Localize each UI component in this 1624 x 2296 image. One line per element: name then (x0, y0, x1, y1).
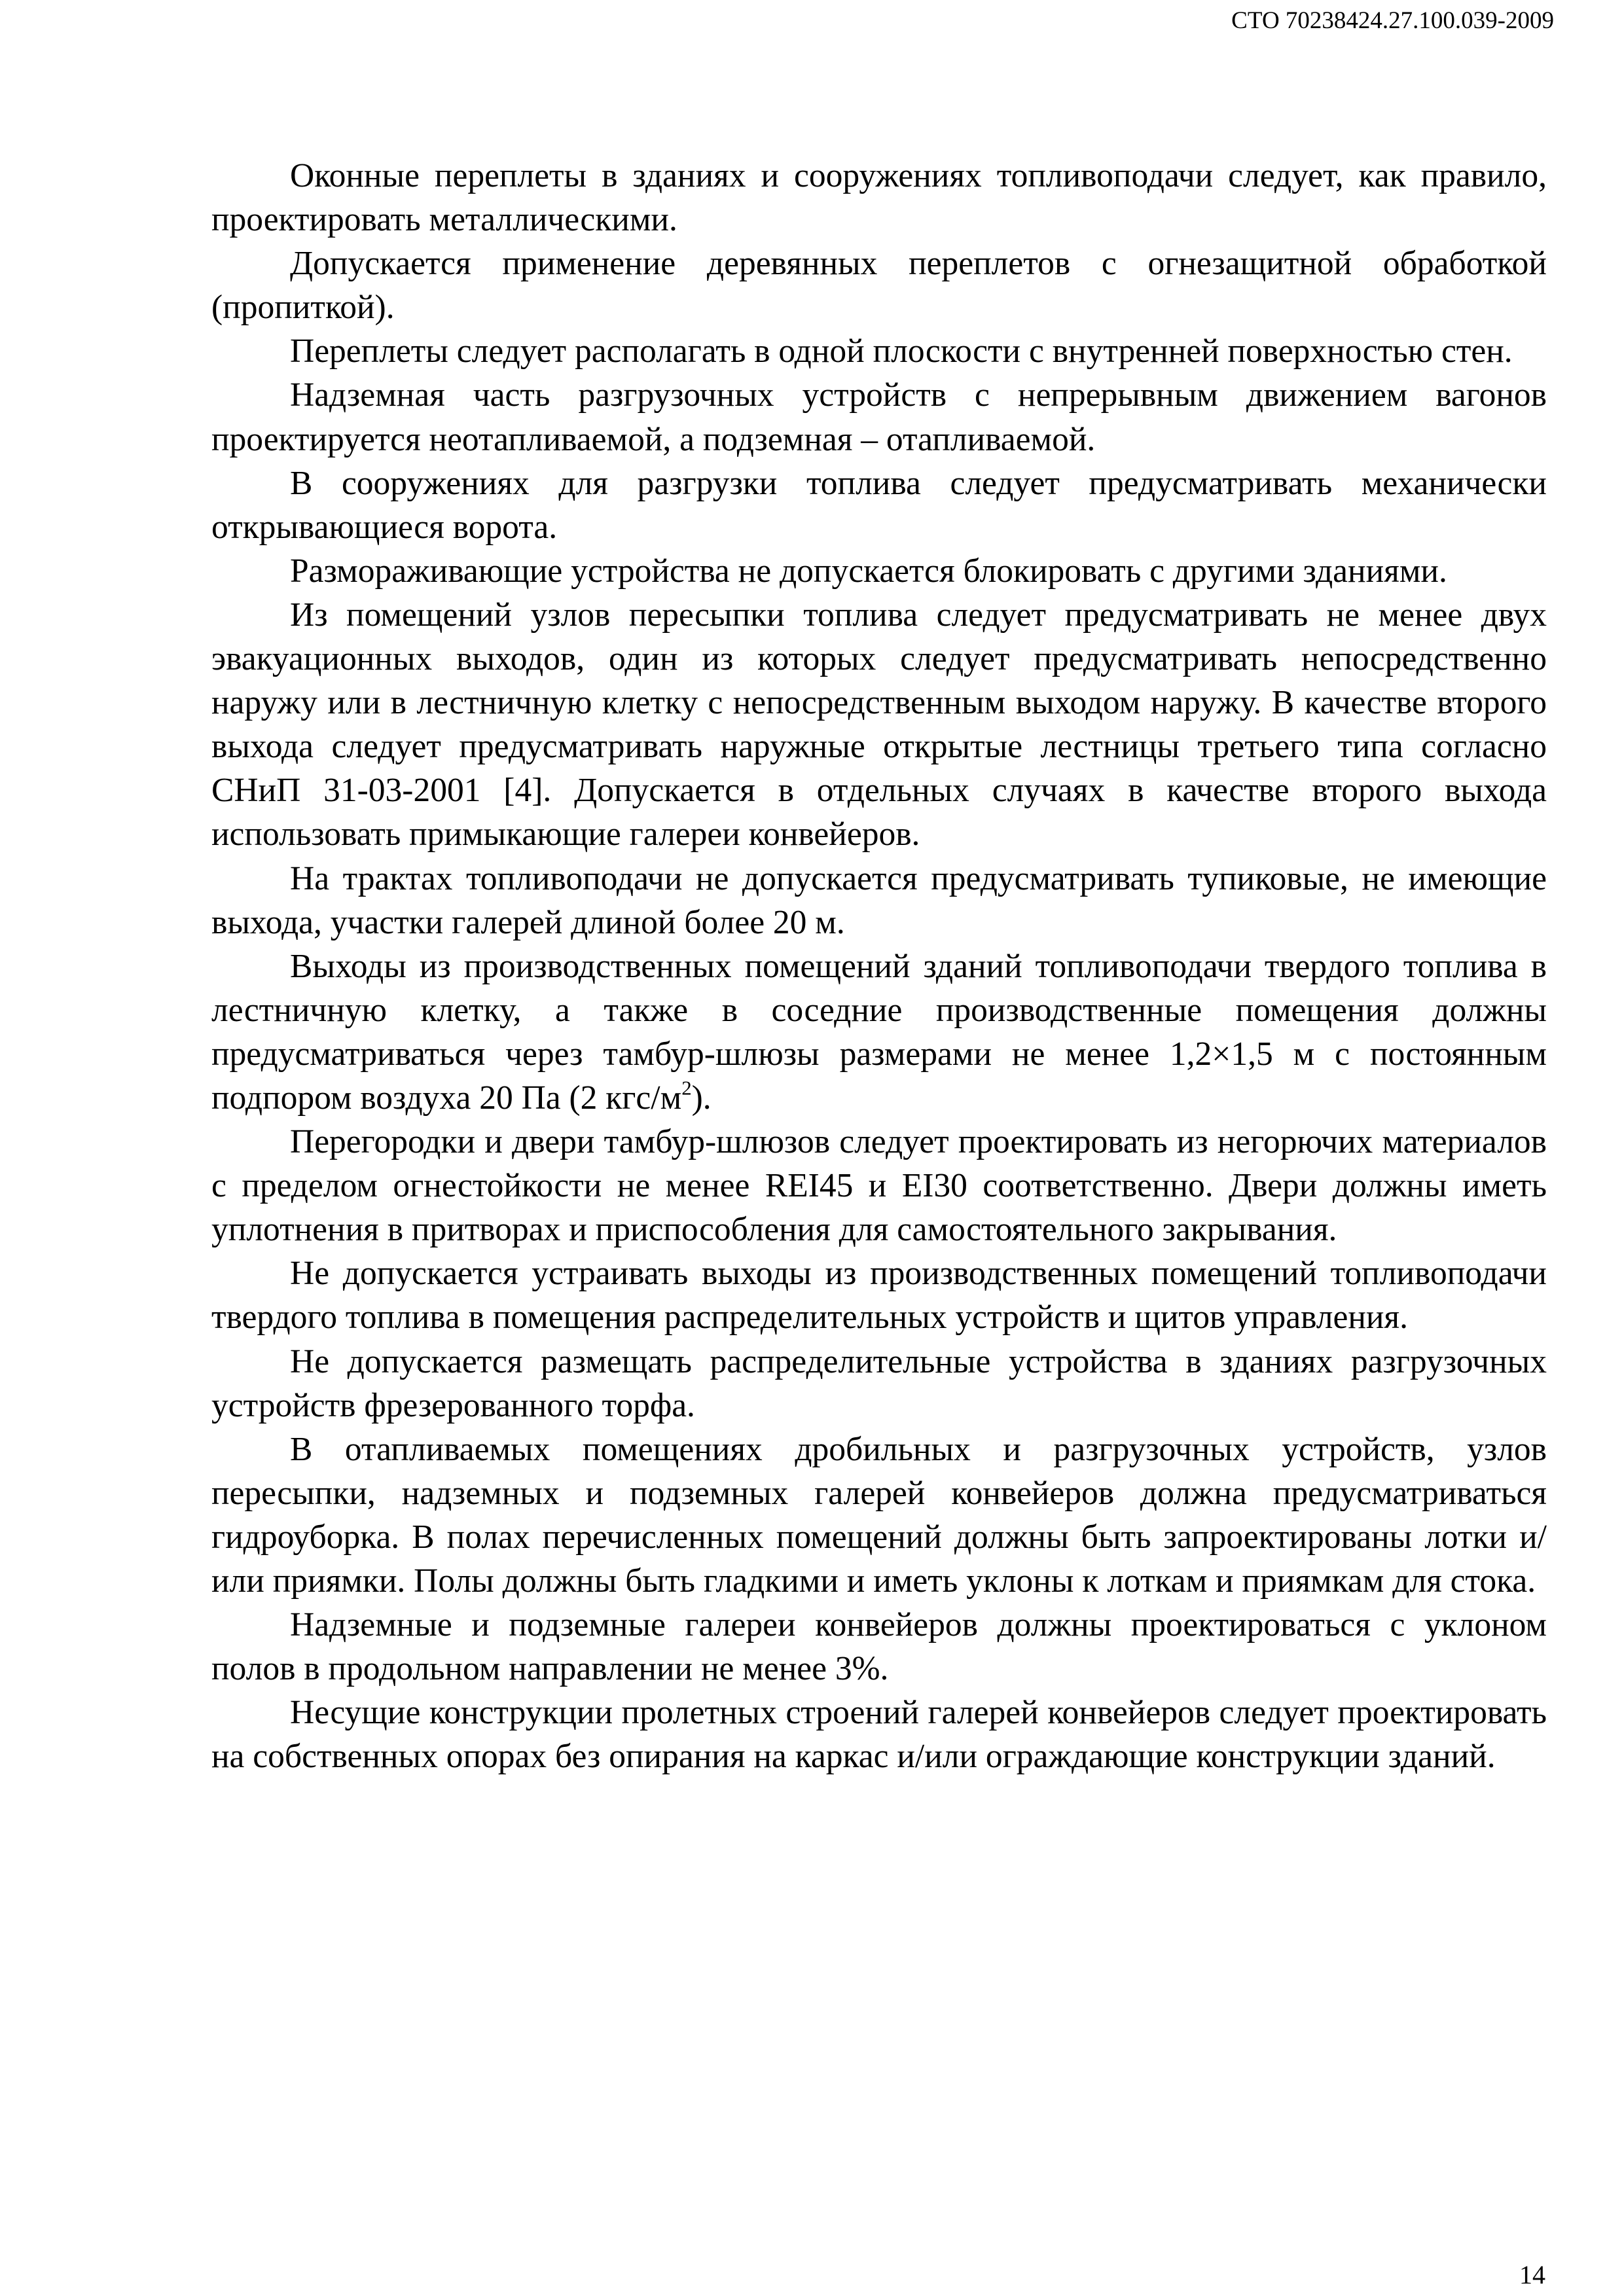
document-code: СТО 70238424.27.100.039-2009 (1231, 7, 1554, 34)
paragraph: В сооружениях для разгрузки топлива следует предусматривать механически открывающиеся ворота. (211, 464, 1547, 546)
paragraph: Перегородки и двери тамбур-шлюзов следует проектировать из негорючих материалов с пределом огнестойкости не менее REI45 и EI30 соответственно. Двери должны иметь уплотнения в притворах и приспособления для самостоятельного закрывания. (211, 1123, 1547, 1249)
paragraph: Размораживающие устройства не допускается блокировать с другими зданиями. (290, 552, 1447, 590)
paragraph: Не допускается устраивать выходы из производственных помещений топливоподачи твердого топлива в помещения распределительных устройств и щитов управления. (211, 1255, 1547, 1336)
paragraph (211, 944, 1547, 1120)
paragraph: Допускается применение деревянных переплетов с огнезащитной обработкой (пропиткой). (211, 245, 1547, 327)
body-text (211, 154, 1547, 1778)
paragraph: В отапливаемых помещениях дробильных и разгрузочных устройств, узлов пересыпки, надземных и подземных галерей конвейеров должна предусматриваться гидроуборка. В полах перечисленных помещений должны быть запроектированы лотки и/или приямки. Полы должны быть гладкими и иметь уклоны к лоткам и приямкам для стока. (211, 1430, 1547, 1600)
paragraph: Несущие конструкции пролетных строений галерей конвейеров следует проектировать на собственных опорах без опирания на каркас и/или ограждающие конструкции зданий. (211, 1694, 1547, 1776)
paragraph-text: Выходы из производственных помещений зданий топливоподачи твердого топлива в лестничную клетку, а также в соседние производственные помещения должны предусматриваться через тамбур-шлюзы размерами не менее 1,2×1,5 м с постоянным подпором воздуха 20 Па (2 кгс/м (211, 947, 1547, 1117)
page-number: 14 (1519, 2260, 1545, 2289)
paragraph: Надземные и подземные галереи конвейеров должны проектироваться с уклоном полов в продольном направлении не менее 3%. (211, 1606, 1547, 1688)
paragraph-text: ). (691, 1079, 712, 1117)
superscript: 2 (681, 1076, 692, 1100)
paragraph: Не допускается размещать распределительные устройства в зданиях разгрузочных устройств фрезерованного торфа. (211, 1342, 1547, 1424)
paragraph: Оконные переплеты в зданиях и сооружениях топливоподачи следует, как правило, проектировать металлическими. (211, 157, 1547, 239)
paragraph: На трактах топливоподачи не допускается предусматривать тупиковые, не имеющие выхода, участки галерей длиной более 20 м. (211, 859, 1547, 941)
paragraph: Из помещений узлов пересыпки топлива следует предусматривать не менее двух эвакуационных выходов, один из которых следует предусматривать непосредственно наружу или в лестничную клетку с непосредственным выходом наружу. В качестве второго выхода следует предусматривать наружные открытые лестницы третьего типа согласно СНиП 31-03-2001 [4]. Допускается в отдельных случаях в качестве второго выхода использовать примыкающие галереи конвейеров. (211, 596, 1547, 853)
paragraph: Переплеты следует располагать в одной плоскости с внутренней поверхностью стен. (290, 332, 1513, 370)
paragraph: Надземная часть разгрузочных устройств с непрерывным движением вагонов проектируется неотапливаемой, а подземная – отапливаемой. (211, 376, 1547, 458)
